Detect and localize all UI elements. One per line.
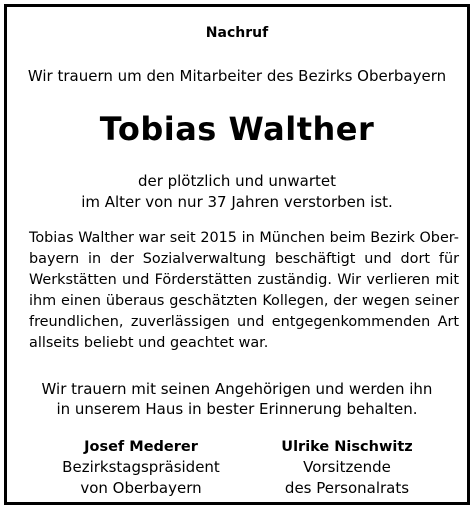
signature-block-left xyxy=(41,437,241,499)
body-line: bayern in der Sozialverwaltung beschäftigt und dort für xyxy=(29,251,459,267)
closing-line-1: Wir trauern mit seinen Angehörigen und werden ihn xyxy=(41,380,433,398)
body-line: Tobias Walther war seit 2015 in München beim Bezirk Ober- xyxy=(29,230,459,246)
signature-name: Josef Mederer xyxy=(84,439,198,455)
signature-title: Bezirkstagspräsident xyxy=(62,458,220,476)
obituary-frame xyxy=(4,4,470,505)
notice-subline-2: im Alter von nur 37 Jahren verstorben ist. xyxy=(81,193,393,211)
signature-title: Vorsitzende xyxy=(303,458,391,476)
body-line: ihm einen überaus geschätzten Kollegen, der wegen seiner xyxy=(29,293,459,309)
closing-line-2: in unserem Haus in bester Erinnerung behalten. xyxy=(56,400,418,418)
notice-subline-1: der plötzlich und unwartet xyxy=(137,172,337,190)
notice-intro: Wir trauern um den Mitarbeiter des Bezirks Oberbayern xyxy=(27,67,447,85)
notice-heading: Nachruf xyxy=(205,25,269,41)
body-line: freundlichen, zuverlässigen und entgegenkommenden Art xyxy=(29,314,459,330)
body-line: Werkstätten und Förderstätten zuständig. Wir verlieren mit xyxy=(29,272,459,288)
signature-name: Ulrike Nischwitz xyxy=(281,439,413,455)
body-line: allseits beliebt und geachtet war. xyxy=(29,335,269,351)
signature-organization: des Personalrats xyxy=(284,479,410,497)
signature-block-right xyxy=(247,437,447,499)
deceased-name: Tobias Walther xyxy=(99,110,375,148)
signature-organization: von Oberbayern xyxy=(80,479,202,497)
